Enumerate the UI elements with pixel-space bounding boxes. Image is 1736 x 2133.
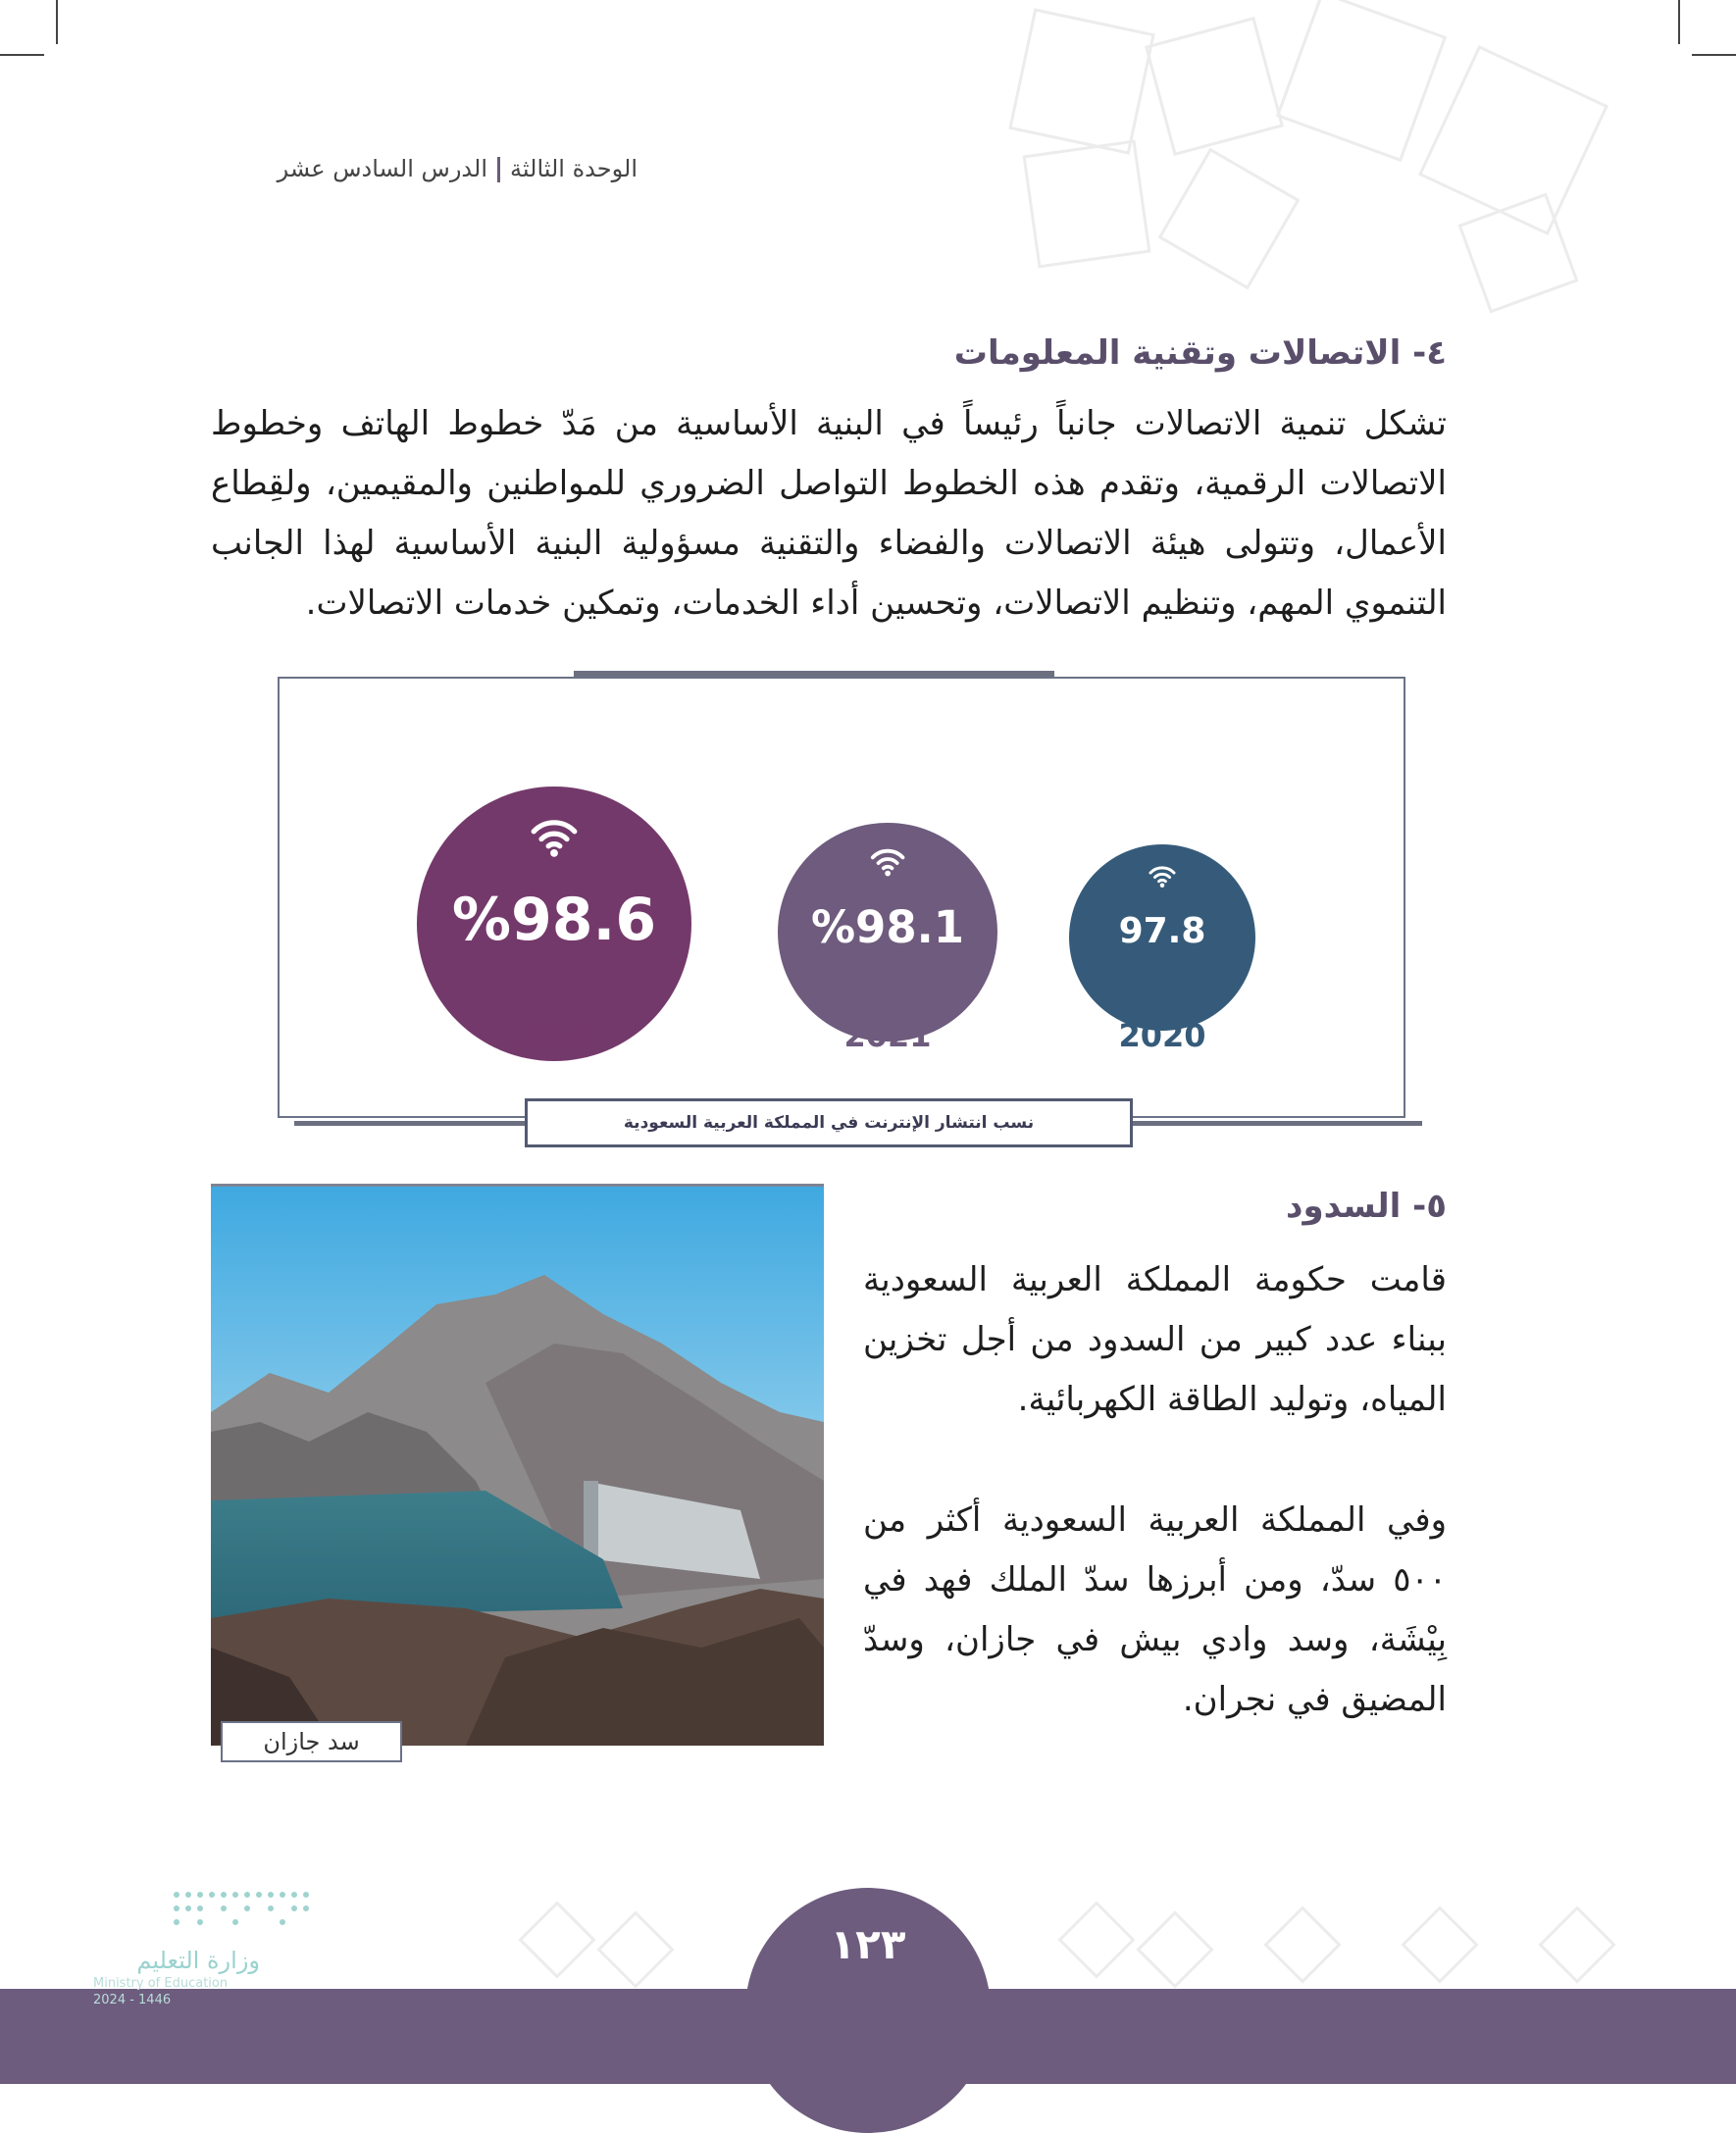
- decorative-shape: [1263, 1905, 1341, 1983]
- crop-mark: [56, 0, 58, 44]
- bubble-value-2022: %98.6: [451, 885, 657, 954]
- header-divider: [497, 157, 500, 182]
- bubble-2021: [778, 823, 997, 1042]
- decorative-shape: [1145, 17, 1284, 156]
- wifi-icon: [529, 811, 580, 862]
- bubble-value-2021: %98.1: [810, 901, 965, 954]
- running-header: [196, 155, 638, 182]
- section-5-paragraph-2: وفي المملكة العربية السعودية أكثر من ٥٠٠ سدّ، ومن أبرزها سدّ الملك فهد في بِيْشَة، وسد وادي بيش في جازان، وسدّ المضيق في نجران.: [863, 1500, 1447, 1719]
- crop-mark: [1678, 0, 1680, 44]
- section-4-title: ٤- الاتصالات وتقنية المعلومات: [953, 333, 1447, 373]
- bubble-2020: [1069, 844, 1255, 1031]
- ministry-logo-dots: [167, 1885, 324, 1929]
- crop-mark: [0, 54, 44, 56]
- year-label-2020: 2020: [1118, 1017, 1206, 1054]
- decorative-shape: [1057, 1901, 1135, 1978]
- decorative-shape: [1276, 0, 1447, 162]
- decorative-shape: [596, 1910, 674, 1988]
- photo-caption: سد جازان: [221, 1721, 402, 1762]
- bubble-value-2020: 97.8: [1118, 910, 1206, 951]
- chart-caption: نسب انتشار الإنترنت في المملكة العربية السعودية: [525, 1098, 1133, 1147]
- year-label-2022: 2022: [510, 1017, 598, 1054]
- page-number: ١٢٣: [830, 1920, 906, 1968]
- section-5-title: ٥- السدود: [1286, 1187, 1447, 1226]
- decorative-shape: [1022, 139, 1150, 268]
- wifi-icon: [869, 842, 906, 880]
- ministry-logo-subtext: Ministry of Education: [93, 1976, 229, 1991]
- decorative-shape: [1008, 8, 1154, 154]
- edition-year: 2024 - 1446: [93, 1993, 172, 2007]
- decorative-shape: [1457, 192, 1578, 313]
- footer-band: [0, 1989, 1736, 2084]
- dam-illustration: [211, 1187, 824, 1746]
- section-4-paragraph: تشكل تنمية الاتصالات جانباً رئيساً في البنية الأساسية من مَدّ خطوط الهاتف وخطوط الاتصالات الرقمية، وتقدم هذه الخطوط التواصل الضروري للمواطنين والمقيمين، ولقِطاع الأعمال، وتتولى هيئة الاتصالات والفضاء والتقنية مسؤولية البنية الأساسية لهذا الجانب التنموي المهم، وتنظيم الاتصالات، وتحسين أداء الخدمات، وتمكين خدمات الاتصالات.: [211, 404, 1447, 623]
- internet-chart: [278, 677, 1405, 1118]
- header-unit: الوحدة الثالثة: [510, 155, 638, 182]
- wifi-icon: [1148, 861, 1177, 890]
- header-lesson: الدرس السادس عشر: [277, 155, 488, 182]
- decorative-shape: [1401, 1905, 1478, 1983]
- crop-mark: [1692, 54, 1736, 56]
- decorative-shape: [1136, 1910, 1213, 1988]
- dam-photo: [211, 1184, 824, 1746]
- ministry-logo-text: وزارة التعليم: [136, 1947, 260, 1974]
- decorative-shape: [1538, 1905, 1615, 1983]
- year-label-2021: 2021: [843, 1017, 932, 1054]
- section-5-paragraph-1: قامت حكومة المملكة العربية السعودية ببناء عدد كبير من السدود من أجل تخزين المياه، وتوليد الطاقة الكهربائية.: [863, 1260, 1447, 1419]
- decorative-shape: [518, 1901, 595, 1978]
- decorative-shape: [1158, 148, 1301, 290]
